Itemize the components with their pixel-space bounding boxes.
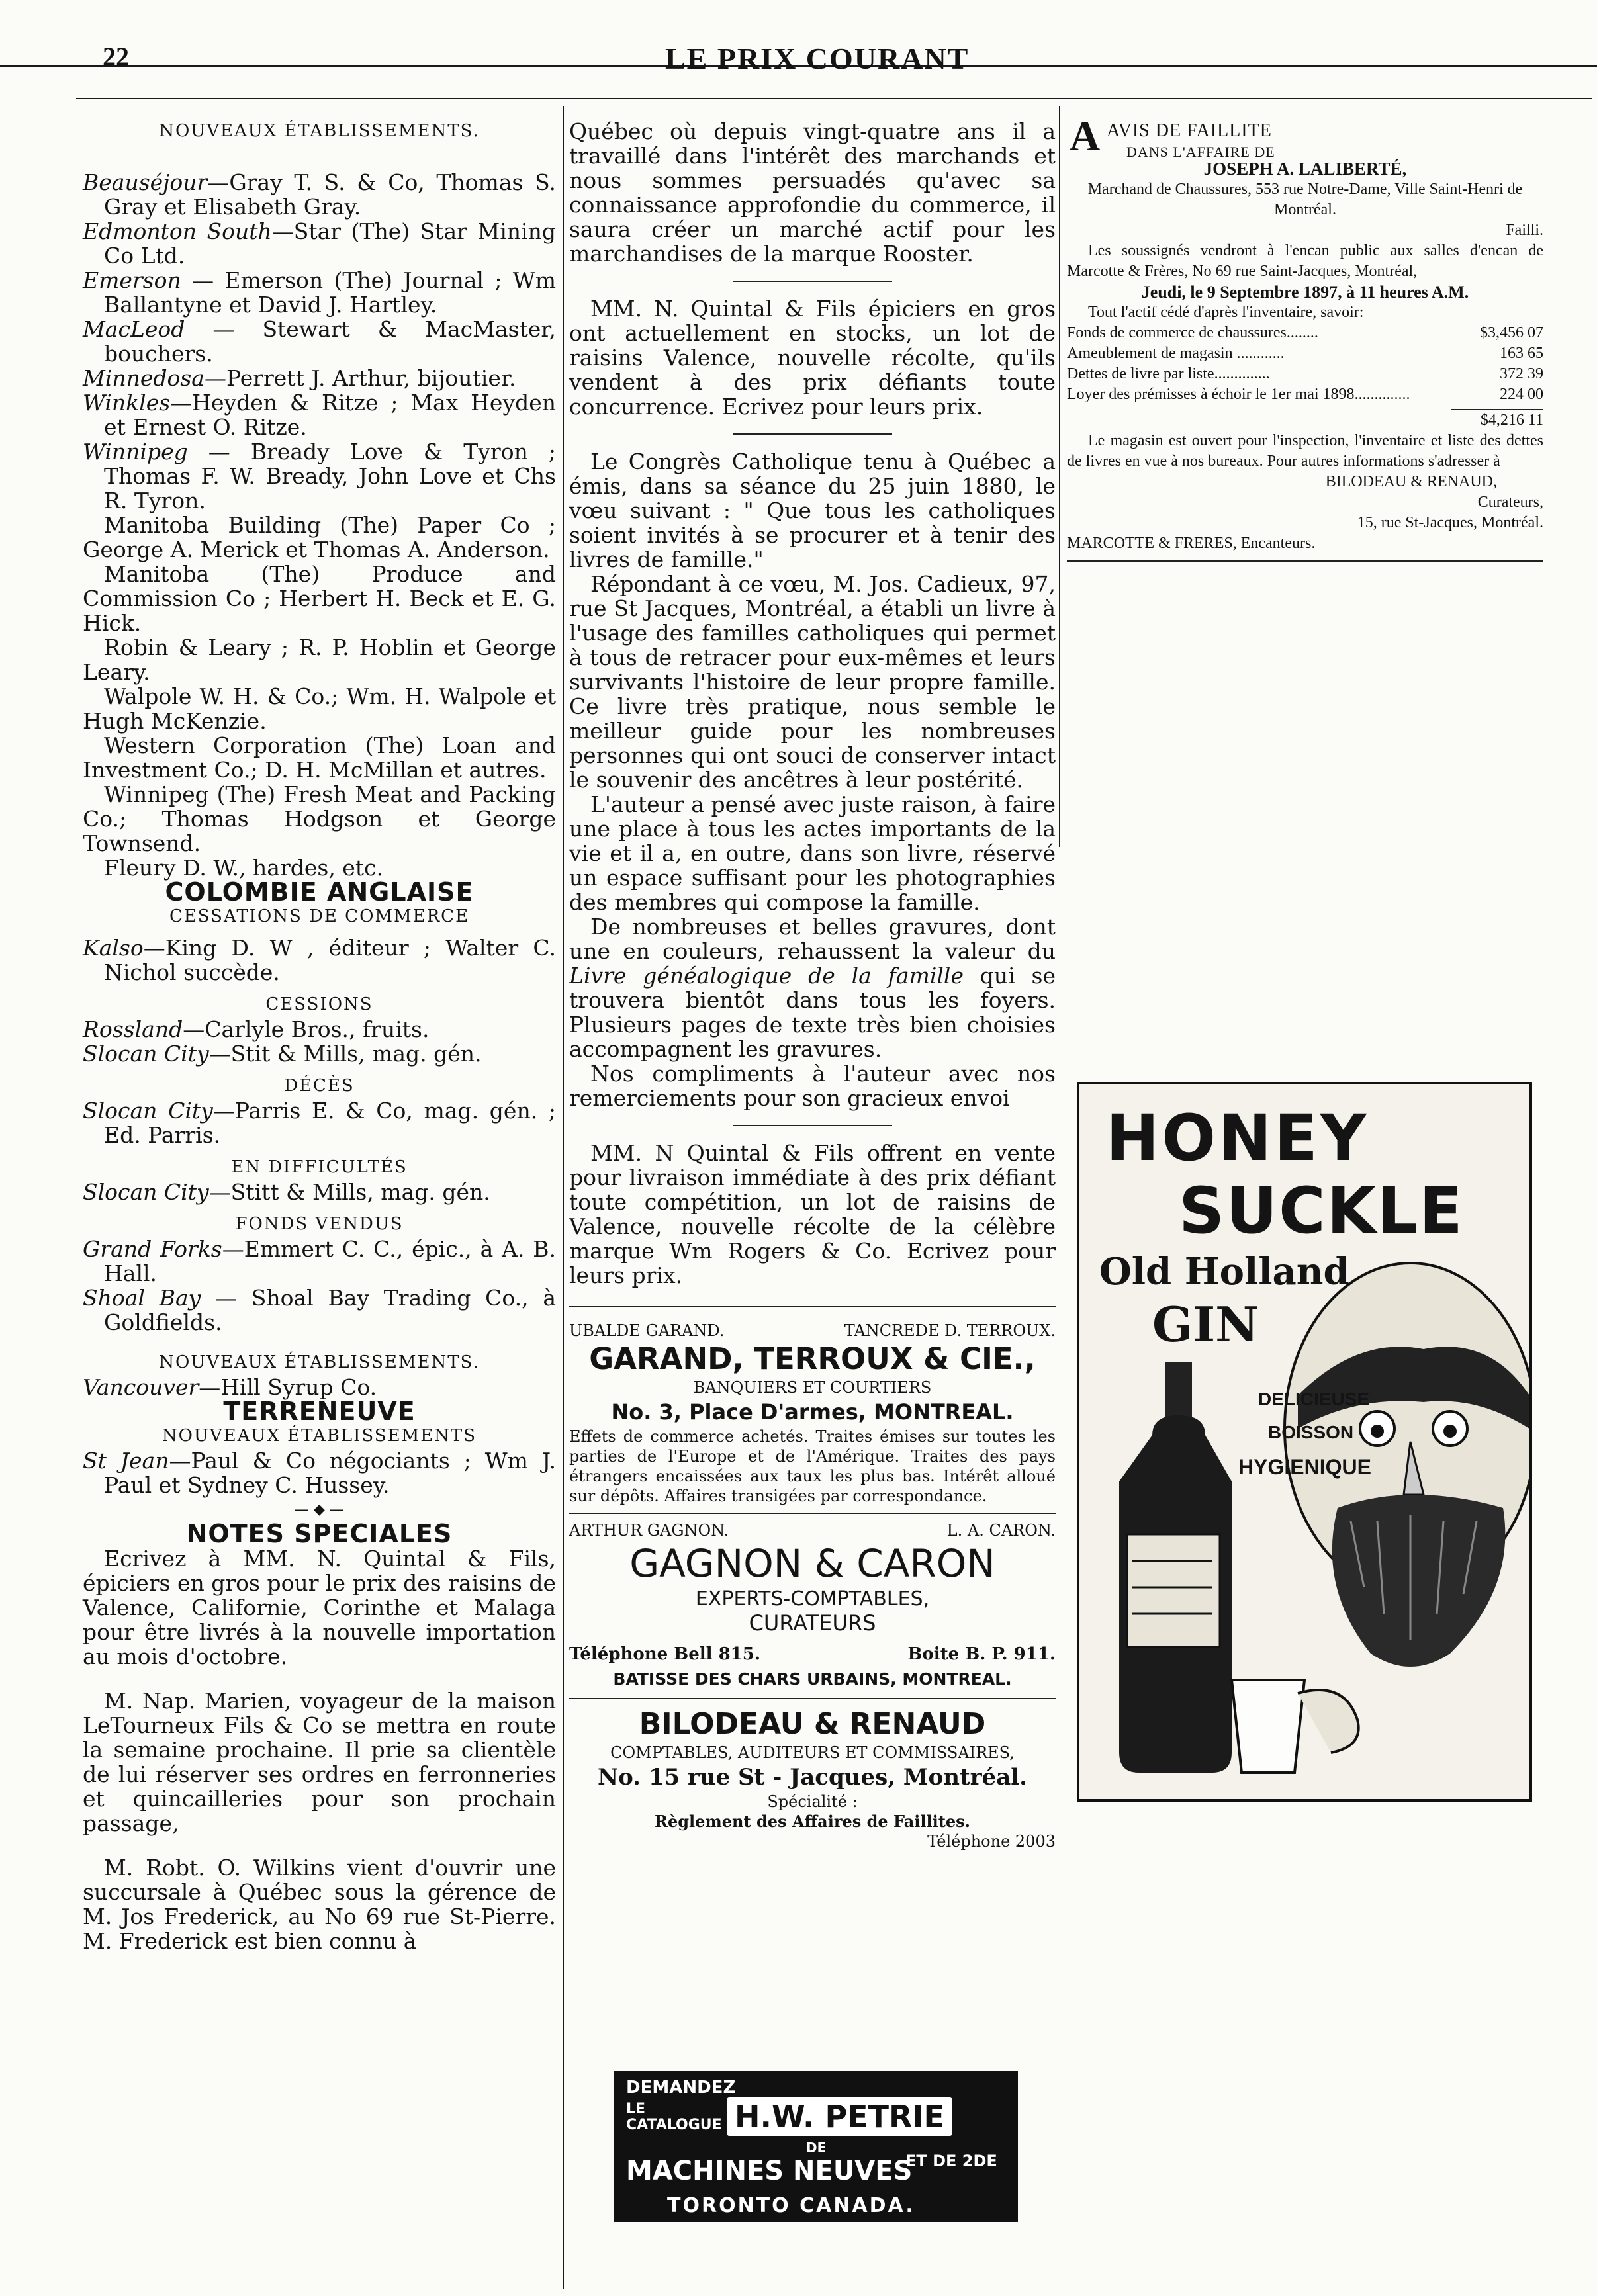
entry: Manitoba (The) Produce and Commission Co ; Herbert H. Beck et E. G. Hick. [83, 561, 556, 636]
entry: Edmonton South—Star (The) Star Mining Co Ltd. [83, 218, 556, 269]
subheading: FONDS VENDUS [235, 1214, 404, 1234]
honey-suckle-gin-ad: HONEY SUCKLE Old Holland GIN DELICIEUSE BOISSON HYGIENIQUE [1077, 1082, 1532, 1802]
section-heading: NOTES SPECIALES [186, 1519, 453, 1548]
entry: Manitoba Building (The) Paper Co ; George A. Merick et Thomas A. Anderson. [83, 512, 556, 562]
entry: Shoal Bay — Shoal Bay Trading Co., à Goldfields. [83, 1285, 557, 1335]
entry: St Jean—Paul & Co négociants ; Wm J. Paul et Sydney C. Hussey. [83, 1448, 557, 1498]
bankrupt-name: JOSEPH A. LALIBERTÉ, [1203, 159, 1407, 179]
subheading: NOUVEAUX ÉTABLISSEMENTS [161, 1426, 477, 1446]
entry: Western Corporation (The) Loan and Investment Co.; D. H. McMillan et autres. [83, 732, 556, 783]
subheading: CESSIONS [265, 994, 373, 1014]
note-paragraph: Ecrivez à MM. N. Quintal & Fils, épiciers en gros pour le prix des raisins de Valence, Californie, Corinthe et Malaga pour être livrés à la nouvelle importation au mois d'octobre. [83, 1546, 556, 1669]
heading-nouveaux: NOUVEAUX ÉTABLISSEMENTS. [159, 121, 480, 141]
subheading: EN DIFFICULTÉS [231, 1157, 408, 1177]
header-rule-lower [76, 98, 1592, 99]
entry: Kalso—King D. W , éditeur ; Walter C. Nichol succède. [83, 935, 556, 985]
garand-ad: UBALDE GARAND. TANCREDE D. TERROUX. GARAND, TERROUX & CIE., BANQUIERS ET COURTIERS No. 3, Place D'armes, MONTREAL. Effets de commerce achetés. Traites émises sur toutes les parties de l'Europe et de l'Amérique. Traites des pays étrangers encaissées aux taux les plus bas. Intérêt alloué sur dépôts. Affaires transigées par correspondance. [569, 1321, 1056, 1505]
entry: Fleury D. W., hardes, etc. [104, 855, 384, 881]
entry: Minnedosa—Perrett J. Arthur, bijoutier. [83, 365, 516, 391]
entry: Winkles—Heyden & Ritze ; Max Heyden et Ernest O. Ritze. [83, 390, 556, 440]
section-heading: TERRENEUVE [223, 1397, 416, 1426]
entry: Robin & Leary ; R. P. Hoblin et George Leary. [83, 635, 556, 685]
column-3: A AVIS DE FAILLITE DANS L'AFFAIRE DE JOSEPH A. LALIBERTÉ, Marchand de Chaussures, 553 rue Notre-Dame, Ville Saint-Henri de Montréal. Failli. Les soussignés vendront à l'encan public aux salles d'encan de Marcotte & Frères, No 69 rue Saint-Jacques, Montréal, Jeudi, le 9 Septembre 1897, à 11 heures A.M. Tout l'actif cédé d'après l'inventaire, savoir: Fonds de commerce de chaussures........ $3,456 07 Ameublement de magasin ............ 163 65 Dettes de livre par liste.............. 372 39 Loyer des prémisses à échoir le 1er mai 1898.............. 224 00 $4,216 11 Le magasin est ouvert pour l'inspection, l'inventaire et liste des dettes de livres en vue à nos bureaux. Pour autres informations s'adresser à BILODEAU & RENAUD, Curateurs, 15, rue St-Jacques, Montréal. MARCOTTE & FRERES, Encanteurs. [1067, 119, 1543, 568]
bilodeau-ad: BILODEAU & RENAUD COMPTABLES, AUDITEURS ET COMMISSAIRES, No. 15 rue St - Jacques, Montréal. Spécialité : Règlement des Affaires de Faillites. Téléphone 2003 [598, 1707, 1056, 1851]
column-rule-2 [1059, 106, 1060, 847]
entry: MacLeod — Stewart & MacMaster, bouchers. [83, 316, 556, 367]
paragraph: MM. N Quintal & Fils offrent en vente pour livraison immédiate à des prix défiant toute compétition, un lot de raisins de Valence, nouvelle récolte de la célèbre marque Wm Rogers & Co. Ecrivez pour leurs prix. [569, 1140, 1056, 1288]
entry: Grand Forks—Emmert C. C., épic., à A. B. Hall. [83, 1236, 556, 1286]
entry: Winnipeg (The) Fresh Meat and Packing Co.; Thomas Hodgson et George Townsend. [83, 781, 556, 856]
page-title: LE PRIX COURANT [665, 42, 970, 75]
page-number: 22 [103, 42, 129, 71]
entry: Beauséjour—Gray T. S. & Co, Thomas S. Gray et Elisabeth Gray. [83, 169, 556, 220]
subheading: CESSATIONS DE COMMERCE [169, 906, 470, 926]
table-row: Loyer des prémisses à échoir le 1er mai 1898.............. 224 00 [1067, 386, 1543, 403]
paragraph: Nos compliments à l'auteur avec nos remerciements pour son gracieux envoi [569, 1061, 1056, 1111]
avis-title: A AVIS DE FAILLITE DANS L'AFFAIRE DE [1070, 112, 1275, 160]
subheading: NOUVEAUX ÉTABLISSEMENTS. [159, 1352, 480, 1372]
table-row: Fonds de commerce de chaussures........ $3,456 07 [1067, 324, 1543, 341]
entry: Slocan City—Parris E. & Co, mag. gén. ; Ed. Parris. [83, 1098, 556, 1148]
column-rule-1 [563, 106, 564, 2289]
note-paragraph: M. Nap. Marien, voyageur de la maison LeTourneux Fils & Co se mettra en route la semaine prochaine. Il prie sa clientèle de lui réserver ses ordres en ferronneries et quincailleries pour son prochain passage, [83, 1688, 556, 1836]
section-heading: COLOMBIE ANGLAISE [165, 877, 474, 906]
column-1 [83, 119, 556, 1953]
table-row: Ameublement de magasin ............ 163 65 [1067, 345, 1543, 362]
entry: Winnipeg — Bready Love & Tyron ; Thomas F. W. Bready, John Love et Chs R. Tyron. [83, 439, 556, 513]
assets-table [1067, 323, 1543, 431]
column-2 [569, 119, 1056, 1851]
entry: Vancouver—Hill Syrup Co. [83, 1374, 377, 1400]
paragraph: Le Congrès Catholique tenu à Québec a émis, dans sa séance du 25 juin 1880, le vœu suivant : " Que tous les catholiques soient invités à se procurer et à tenir des livres de famille." [569, 449, 1056, 572]
paragraph: MM. N. Quintal & Fils épiciers en gros ont actuellement en stocks, un lot de raisins Valence, nouvelle récolte, qu'ils vendent à des prix défiants toute concurrence. Ecrivez pour leurs prix. [569, 296, 1056, 419]
table-row: Dettes de livre par liste.............. 372 39 [1067, 365, 1543, 382]
paragraph: De nombreuses et belles gravures, dont une en couleurs, rehaussent la valeur du Livre généalogique de la famille qui se trouvera bientôt dans tous les foyers. Plusieurs pages de texte très bien choisies accompagnent les gravures. [569, 914, 1056, 1062]
paragraph: L'auteur a pensé avec juste raison, à faire une place à tous les actes importants de la vie et il a, en outre, dans son livre, réservé un espace suffisant pour les photographies des membres qui compose la famille. [569, 791, 1056, 915]
paragraph: Répondant à ce vœu, M. Jos. Cadieux, 97, rue St Jacques, Montréal, a établi un livre à l'usage des familles catholiques qui permet à tous de retracer pour eux-mêmes et leurs survivants l'histoire de leur propre famille. Ce livre très pratique, nous semble le meilleur guide pour les nombreuses personnes qui ont souci de conserver intact le souvenir des ancêtres à leur postérité. [569, 571, 1056, 793]
note-paragraph: M. Robt. O. Wilkins vient d'ouvrir une succursale à Québec sous la gérence de M. Jos Frederick, au No 69 rue St-Pierre. M. Frederick est bien connu à [83, 1855, 556, 1954]
gagnon-ad: ARTHUR GAGNON. L. A. CARON. GAGNON & CARON EXPERTS-COMPTABLES, CURATEURS Téléphone Bell 815. Boite B. P. 911. BATISSE DES CHARS URBAINS, MONTREAL. [569, 1521, 1056, 1689]
paragraph: Québec où depuis vingt-quatre ans il a travaillé dans l'intérêt des marchands et nous sommes persuadés qu'avec sa connaissance approfondie du commerce, il saura créer un marché actif pour les marchandises de la marque Rooster. [569, 118, 1056, 267]
entry: Slocan City—Stit & Mills, mag. gén. [83, 1041, 482, 1067]
entry: Walpole W. H. & Co.; Wm. H. Walpole et Hugh McKenzie. [83, 684, 556, 734]
entry: Slocan City—Stitt & Mills, mag. gén. [83, 1179, 490, 1205]
entry: Rossland—Carlyle Bros., fruits. [83, 1016, 430, 1042]
petrie-ad: DEMANDEZ LE CATALOGUE H.W. PETRIE DE MACHINES NEUVES ET DE 2DE TORONTO CANADA. [614, 2071, 1018, 2222]
sale-date: Jeudi, le 9 Septembre 1897, à 11 heures A.M. [1141, 283, 1469, 302]
entry: Emerson — Emerson (The) Journal ; Wm Ballantyne et David J. Hartley. [83, 267, 556, 318]
subheading: DÉCÈS [284, 1076, 355, 1096]
total: $4,216 11 [1480, 412, 1543, 429]
ornament-divider: — ◆ — [295, 1501, 344, 1518]
